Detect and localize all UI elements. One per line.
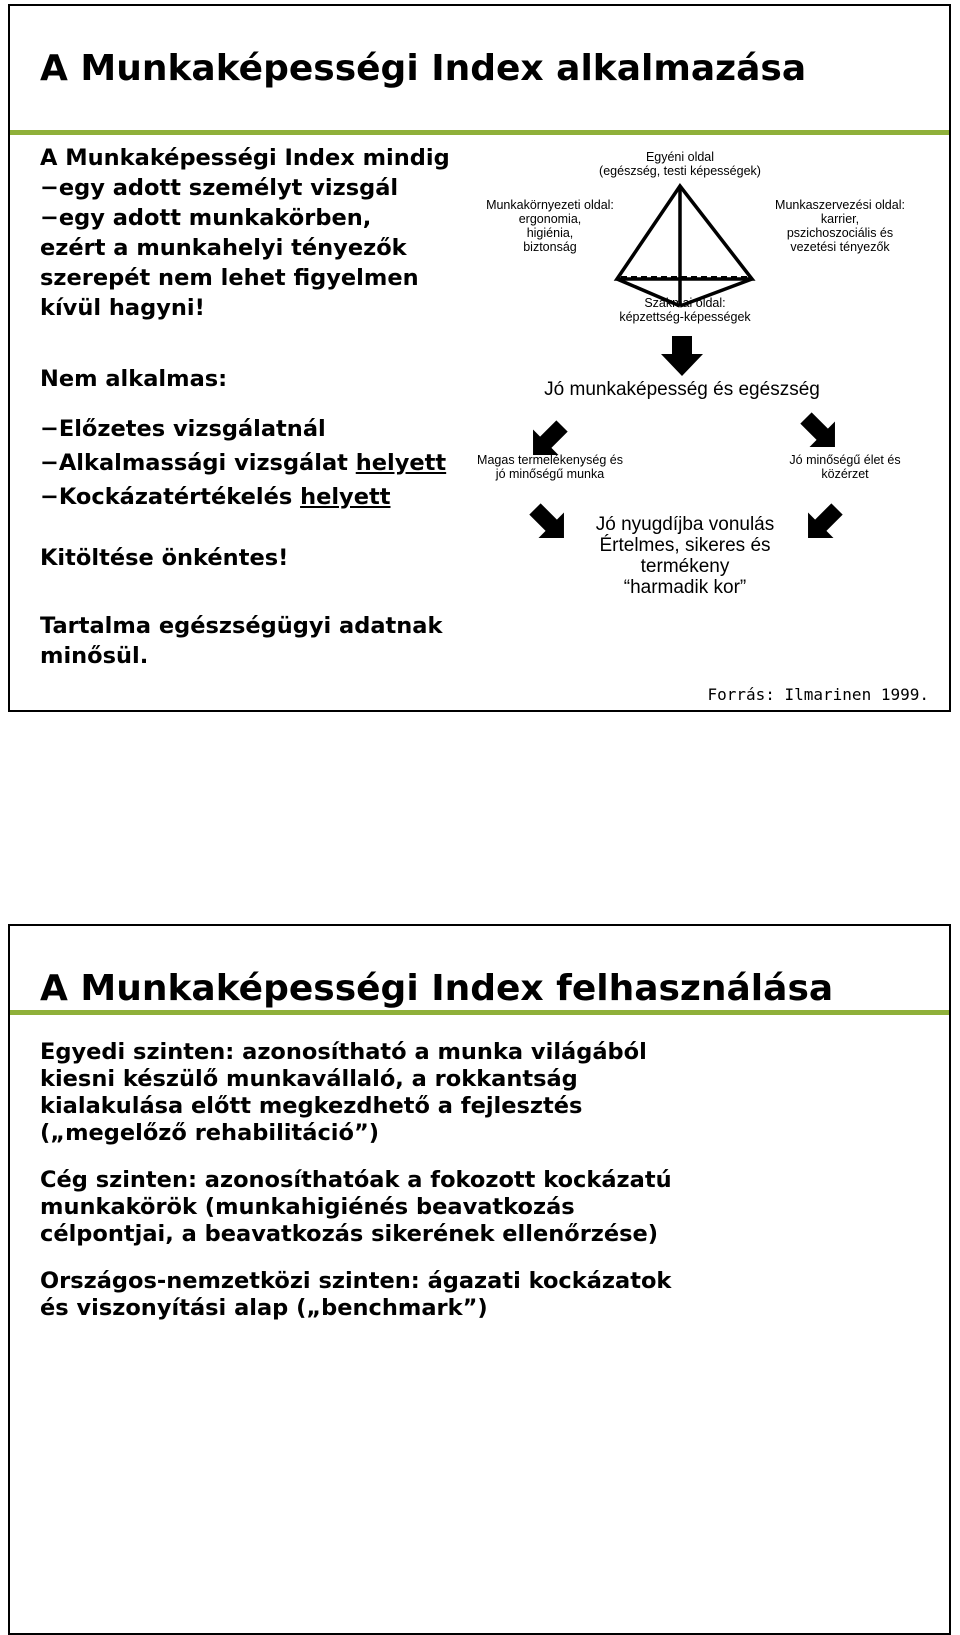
label-line: Jó nyugdíjba vonulás: [595, 514, 775, 535]
slide-2-title: A Munkaképességi Index felhasználása: [40, 968, 834, 1009]
voluntary-note: Kitöltése önkéntes!: [40, 545, 289, 571]
intro-line: −egy adott munkakörben,: [40, 205, 372, 231]
intro-line: A Munkaképességi Index mindig: [40, 145, 450, 171]
arrow-down-right-icon: [793, 405, 847, 459]
work-organization-side-label: [760, 198, 920, 254]
label-line: “harmadik kor”: [623, 577, 747, 598]
note-line: minősül.: [40, 643, 149, 669]
paragraph-line: célpontjai, a beavatkozás sikerének ellenőrzése): [40, 1221, 659, 1247]
work-environment-side-label: [470, 198, 630, 254]
arrow-down-left-icon: [795, 496, 849, 550]
slide-2: [8, 924, 951, 1635]
label-line: Munkaszervezési oldal:: [775, 198, 905, 212]
label-line: Magas termelékenység és: [477, 453, 623, 467]
label-line: biztonság: [523, 240, 577, 254]
label-line: Egyéni oldal: [645, 150, 715, 164]
label-line: Munkakörnyezeti oldal:: [486, 198, 614, 212]
individual-level-paragraph: [40, 1039, 647, 1147]
intro-line: kívül hagyni!: [40, 295, 205, 321]
note-line: Tartalma egészségügyi adatnak: [40, 613, 443, 639]
paragraph-line: és viszonyítási alap („benchmark”): [40, 1295, 488, 1321]
paragraph-line: Cég szinten: azonosíthatóak a fokozott kockázatú: [40, 1167, 672, 1193]
paragraph-line: („megelőző rehabilitáció”): [40, 1120, 380, 1146]
company-level-paragraph: [40, 1167, 672, 1248]
underlined-word: helyett: [355, 450, 447, 476]
center-outcome-label: Jó munkaképesség és egészség: [544, 379, 820, 400]
professional-side-label: [610, 296, 760, 324]
individual-side-label: [595, 150, 765, 178]
label-line: pszichoszociális és: [786, 226, 894, 240]
label-line: ergonomia,: [518, 212, 582, 226]
retirement-outcome-label: [585, 514, 785, 598]
underlined-word: helyett: [300, 484, 391, 510]
slide-1: [8, 4, 951, 712]
paragraph-line: kiesni készülő munkavállaló, a rokkantság: [40, 1066, 578, 1092]
label-line: képzettség-képességek: [619, 310, 751, 324]
slide-1-title: A Munkaképességi Index alkalmazása: [40, 48, 807, 89]
label-line: közérzet: [821, 467, 869, 481]
source-citation: Forrás: Ilmarinen 1999.: [707, 685, 929, 704]
intro-line: ezért a munkahelyi tényezők: [40, 235, 407, 261]
intro-line: szerepét nem lehet figyelmen: [40, 265, 419, 291]
item-text: −Kockázatértékelés: [40, 484, 301, 510]
slide-2-accent-rule: [10, 1010, 949, 1015]
paragraph-line: Országos-nemzetközi szinten: ágazati kockázatok: [40, 1268, 672, 1294]
label-line: jó minőségű munka: [495, 467, 605, 481]
label-line: (egészség, testi képességek): [599, 164, 761, 178]
not-applicable-item: −Előzetes vizsgálatnál: [40, 416, 326, 442]
not-applicable-heading: Nem alkalmas:: [40, 366, 228, 392]
productivity-outcome-label: [470, 453, 630, 481]
label-line: Értelmes, sikeres és: [599, 535, 771, 556]
label-line: vezetési tényezők: [790, 240, 890, 254]
paragraph-line: munkakörök (munkahigiénés beavatkozás: [40, 1194, 575, 1220]
label-line: higiénia,: [526, 226, 574, 240]
paragraph-line: kialakulása előtt megkezdhető a fejlesztés: [40, 1093, 583, 1119]
arrow-down-icon: [661, 336, 703, 376]
national-level-paragraph: [40, 1268, 671, 1322]
quality-of-life-outcome-label: [770, 453, 920, 481]
work-ability-house-diagram: [10, 6, 949, 710]
intro-line: −egy adott személyt vizsgál: [40, 175, 399, 201]
arrow-down-right-icon: [522, 496, 576, 550]
item-text: −Alkalmassági vizsgálat: [40, 450, 356, 476]
label-line: Szakmai oldal:: [644, 296, 726, 310]
paragraph-line: Egyedi szinten: azonosítható a munka világából: [40, 1039, 647, 1065]
pyramid-outline: [617, 186, 752, 279]
label-line: Jó minőségű élet és: [789, 453, 901, 467]
label-line: termékeny: [640, 556, 730, 577]
label-line: karrier,: [820, 212, 860, 226]
